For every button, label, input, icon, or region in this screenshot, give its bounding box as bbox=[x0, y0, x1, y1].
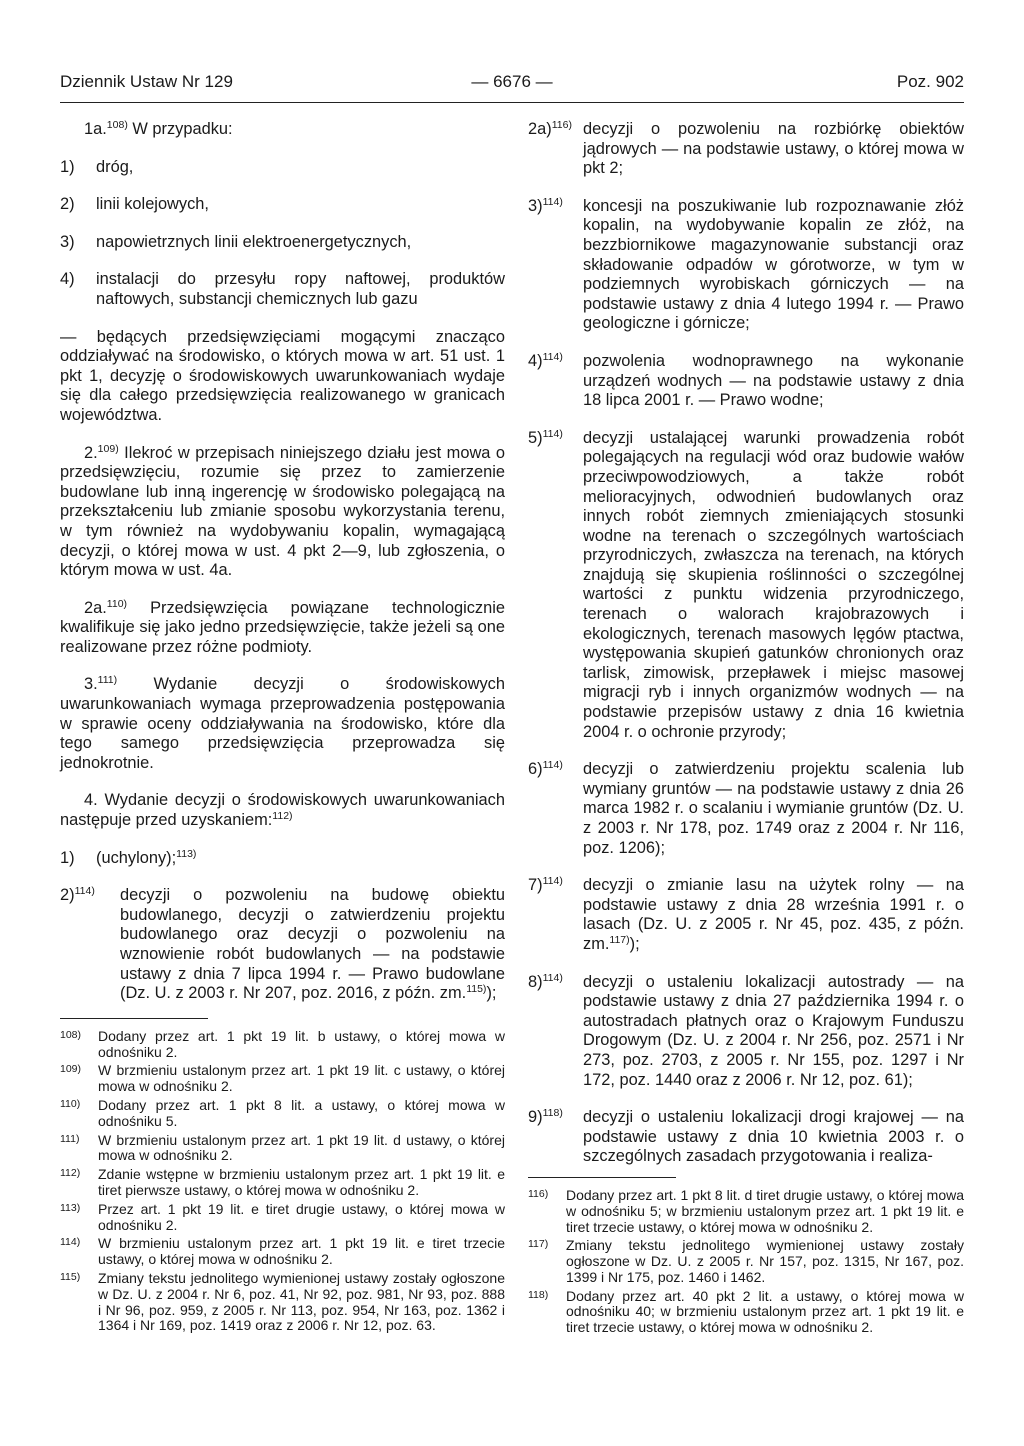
footnote-ref: 118) bbox=[542, 1107, 563, 1120]
footnote-ref: 109) bbox=[97, 442, 119, 455]
paragraph-4: 4. Wydanie decyzji o środowiskowych uwarunkowaniach następuje przed uzyskaniem:$^{112)}$ bbox=[60, 791, 505, 830]
footnote: 118) Dodany przez art. 40 pkt 2 lit. a ustawy, o której mowa w odnośniku 40; w brzmieniu ustalonym przez art. 1 pkt 19 lit. e tiret trzecie ustawy, o której mowa w odnośniku 2. bbox=[528, 1287, 964, 1336]
footnote-ref: 114) bbox=[74, 885, 95, 898]
footnote-ref: 115) bbox=[466, 983, 487, 996]
list-item: 2)$^{114)}$ decyzji o pozwoleniu na budowę obiektu budowlanego, decyzji o zatwierdzeniu projektu budowlanego oraz decyzji o pozwoleniu na wznowienie robót budowlanych — na podstawie ustawy z dnia 7 lipca 1994 r. — Prawo budowlane (Dz. U. z 2003 r. Nr 207, poz. 2016, z późn. zm.$^{115)}$); bbox=[60, 885, 505, 1003]
page-header bbox=[60, 72, 964, 100]
left-column bbox=[60, 120, 505, 1337]
footnote-ref: 114) bbox=[542, 427, 563, 440]
journal-title: Dziennik Ustaw Nr 129 bbox=[60, 72, 233, 91]
footnote-ref: 117) bbox=[609, 933, 630, 946]
list-item: 6)$^{114)}$ decyzji o zatwierdzeniu projektu scalenia lub wymiany gruntów — na podstawie ustawy z dnia 26 marca 1982 r. o scalaniu i wymianie gruntów (Dz. U. z 2003 r. Nr 178, poz. 1749 oraz z 2004 r. Nr 116, poz. 1206); bbox=[528, 759, 964, 857]
list-item: 1) dróg, bbox=[60, 157, 134, 176]
paragraph-1a-tail: — będących przedsięwzięciami mogącymi znacząco oddziaływać na środowisko, o których mowa w art. 51 ust. 1 pkt 1, decyzję o środowiskowych uwarunkowaniach wydaje się dla całego przedsięwzięcia realizowanego w granicach województwa. bbox=[60, 327, 505, 424]
paragraph-2a: 2a.$^{110)}$ Przedsięwzięcia powiązane technologicznie kwalifikuje się jako jedno przedsięwzięcie, także jeżeli są one realizowane przez różne podmioty. bbox=[60, 597, 505, 656]
list-item: 4) instalacji do przesyłu ropy naftowej, produktów naftowych, substancji chemicznych lub gazu bbox=[60, 270, 505, 308]
list-item: 9)$^{118)}$ decyzji o ustaleniu lokalizacji drogi krajowej — na podstawie ustawy z dnia 10 kwietnia 2003 r. o szczególnych zasadach przygotowania i realiza- bbox=[528, 1107, 964, 1166]
footnote: 117) Zmiany tekstu jednolitego wymienionej ustawy zostały ogłoszone w Dz. U. z 2005 r. Nr 157, poz. 1315, Nr 167, poz. 1399 i Nr 175, poz. 1460 i 1462. bbox=[528, 1237, 964, 1285]
position-number: Poz. 902 bbox=[896, 72, 964, 91]
list-item: 3)$^{114)}$ koncesji na poszukiwanie lub rozpoznawanie złóż kopalin, na wydobywanie kopalin ze złóż, na bezzbiornikowe magazynowanie substancji oraz składowanie odpadów w górotworze, w tym w podziemnych wyrobiskach górniczych — na podstawie ustawy z dnia 4 lutego 1994 r. — Prawo geologiczne i górnicze; bbox=[528, 195, 964, 333]
list-item: 4)$^{114)}$ pozwolenia wodnoprawnego na wykonanie urządzeń wodnych — na podstawie ustawy z dnia 18 lipca 2001 r. — Prawo wodne; bbox=[528, 350, 964, 410]
footnote-ref: 113) bbox=[176, 847, 197, 860]
header-rule bbox=[60, 102, 964, 103]
paragraph-1a: 1a.$^{108)}$ W przypadku: bbox=[84, 119, 233, 138]
footnote: 114) W brzmieniu ustalonym przez art. 1 pkt 19 lit. e tiret trzecie ustawy, o której mowa w odnośniku 2. bbox=[60, 1235, 505, 1268]
footnote-ref: 108) bbox=[106, 119, 128, 131]
list-item: 2a)$^{116)}$ decyzji o pozwoleniu na rozbiórkę obiektów jądrowych — na podstawie ustawy, o której mowa w pkt 2; bbox=[528, 119, 964, 178]
list-item: 5)$^{114)}$ decyzji ustalającej warunki prowadzenia robót polegających na regulacji wód oraz budowie wałów przeciwpowodziowych, a także robót melioracyjnych, odwodnień budowlanych oraz innych robót ziemnych zmieniających stosunki wodne na terenach o szczególnych wartościach przyrodniczych, zwłaszcza na terenach, na których znajdują się skupienia roślinności o szczególnej wartości z punktu widzenia przyrodniczego, terenach o walorach krajobrazowych i ekologicznych, terenach masowych lęgów ptactwa, występowania skupień gatunków chronionych oraz tarlisk, zimowisk, przepławek i miejsc masowej migracji ryb i innych organizmów wodnych — na podstawie przepisów ustawy z dnia 16 kwietnia 2004 r. o ochronie przyrody; bbox=[528, 427, 964, 741]
footnote-rule bbox=[60, 1018, 208, 1019]
list-item: 3) napowietrznych linii elektroenergetycznych, bbox=[60, 232, 412, 251]
footnote-ref: 116) bbox=[551, 119, 572, 131]
footnote: 112) Zdanie wstępne w brzmieniu ustalonym przez art. 1 pkt 19 lit. e tiret pierwsze ustawy, o której mowa w odnośniku 2. bbox=[60, 1166, 505, 1198]
footnote: 115) Zmiany tekstu jednolitego wymienionej ustawy zostały ogłoszone w Dz. U. z 2004 r. Nr 6, poz. 41, Nr 92, poz. 981, Nr 93, poz. 888 i Nr 96, poz. 959, z 2005 r. Nr 113, poz. 954, Nr 163, poz. 1362 i 1364 i Nr 169, poz. 1419 oraz z 2006 r. Nr 12, poz. 63. bbox=[60, 1269, 505, 1334]
footnote-ref: 110) bbox=[106, 597, 128, 610]
list-item: 1) (uchylony);$^{113)}$ bbox=[60, 847, 197, 867]
footnote: 113) Przez art. 1 pkt 19 lit. e tiret drugie ustawy, o której mowa w odnośniku 2. bbox=[60, 1200, 505, 1233]
footnote: 111) W brzmieniu ustalonym przez art. 1 pkt 19 lit. d ustawy, o której mowa w odnośniku 2. bbox=[60, 1131, 505, 1164]
footnote: 109) W brzmieniu ustalonym przez art. 1 pkt 19 lit. c ustawy, o której mowa w odnośniku 2. bbox=[60, 1062, 505, 1095]
footnote-ref: 111) bbox=[97, 674, 118, 687]
footnote: 110) Dodany przez art. 1 pkt 8 lit. a ustawy, o której mowa w odnośniku 5. bbox=[60, 1096, 505, 1129]
footnote-ref: 114) bbox=[542, 759, 563, 772]
footnote-ref: 114) bbox=[542, 971, 563, 984]
paragraph-3: 3.$^{111)}$ Wydanie decyzji o środowiskowych uwarunkowaniach wymaga przeprowadzenia postępowania w sprawie oceny oddziaływania na środowisko, które dla tego samego przedsięwzięcia przeprowadza się jednokrotnie. bbox=[60, 674, 505, 772]
footnote-ref: 114) bbox=[542, 195, 563, 208]
right-column bbox=[528, 120, 964, 1339]
list-item: 8)$^{114)}$ decyzji o ustaleniu lokalizacji autostrady — na podstawie ustawy z dnia 27 października 1994 r. o autostradach płatnych oraz o Krajowym Funduszu Drogowym (Dz. U. z 2004 r. Nr 256, poz. 2571 i Nr 273, poz. 2703, z 2005 r. Nr 155, poz. 1297 i Nr 172, poz. 1440 oraz z 2006 r. Nr 12, poz. 61); bbox=[528, 971, 964, 1089]
list-item: 2) linii kolejowych, bbox=[60, 195, 209, 214]
footnote-ref: 114) bbox=[542, 875, 563, 888]
page-number: — 6676 — bbox=[471, 72, 553, 91]
paragraph-2: 2.$^{109)}$ Ilekroć w przepisach niniejszego działu jest mowa o przedsięwzięciu, rozumie się przez to zamierzenie budowlane lub inną ingerencję w środowisko polegającą na przekształceniu lub zmianie sposobu wykorzystania terenu, w tym również na wydobywaniu kopalin, wymagającą decyzji, o której mowa w ust. 4 pkt 2—9, lub zgłoszenia, o którym mowa w ust. 4a. bbox=[60, 442, 505, 580]
list-item: 7)$^{114)}$ decyzji o zmianie lasu na użytek rolny — na podstawie ustawy z dnia 28 września 1991 r. o lasach (Dz. U. z 2005 r. Nr 45, poz. 435, z późn. zm.$^{117)}$); bbox=[528, 875, 964, 953]
footnote-ref: 112) bbox=[272, 810, 293, 823]
footnote: 108) Dodany przez art. 1 pkt 19 lit. b ustawy, o której mowa w odnośniku 2. bbox=[60, 1027, 505, 1060]
footnote-rule bbox=[528, 1177, 676, 1178]
footnote: 116) Dodany przez art. 1 pkt 8 lit. d tiret drugie ustawy, o której mowa w odnośniku 5; w brzmieniu ustalonym przez art. 1 pkt 19 lit. e tiret trzecie ustawy, o której mowa w odnośniku 2. bbox=[528, 1186, 964, 1235]
footnote-ref: 114) bbox=[542, 350, 563, 363]
